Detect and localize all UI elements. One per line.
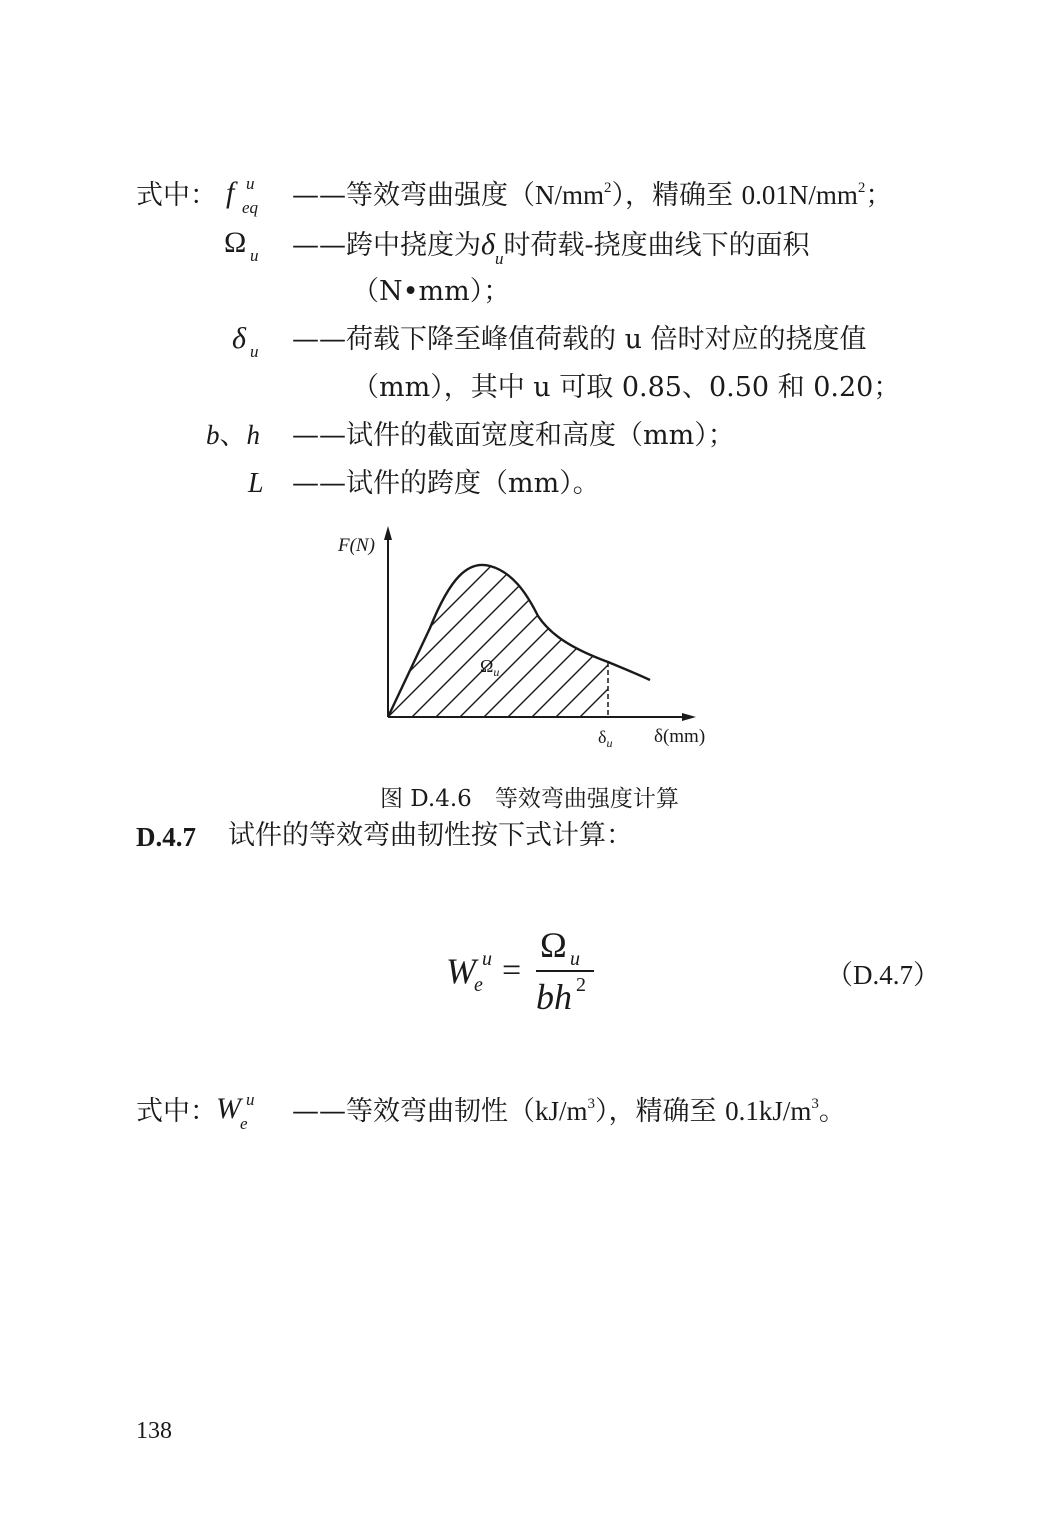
defs2-intro: 式中： (136, 1096, 217, 1127)
delta-u-tick-label: $\delta_u$ (598, 727, 613, 750)
symbol-f-eq-u: f u eq (226, 174, 259, 217)
eq-lhs-W: W (446, 951, 476, 991)
area-label: $\Omega_u$ (480, 656, 500, 679)
definition-delta: ——荷载下降至峰值荷载的 u 倍时对应的挠度值 (292, 324, 867, 355)
eq-numerator-sub: u (570, 948, 580, 970)
eq-equals: = (502, 952, 522, 989)
y-axis-arrow (384, 526, 392, 540)
symbol-L: L (248, 468, 264, 499)
x-axis-arrow (682, 713, 696, 721)
load-deflection-figure (320, 520, 740, 770)
definition-omega: ——跨中挠度为$\delta_u$时荷载-挠度曲线下的面积 (292, 228, 810, 268)
definition-L: ——试件的跨度（mm）。 (292, 468, 600, 499)
symbol-b-h: b、h (206, 420, 260, 451)
symbol-delta-u: δ u (232, 322, 259, 361)
y-axis-label: F(N) (338, 535, 375, 556)
eq-numerator-omega: Ω (540, 925, 567, 965)
eq-lhs-sup: u (482, 948, 492, 970)
eq-denominator-sup: 2 (576, 974, 586, 996)
definition-b-h: ——试件的截面宽度和高度（mm）； (292, 420, 735, 451)
eq-lhs-sub: e (474, 974, 483, 996)
x-axis-label: δ(mm) (654, 726, 706, 747)
symbol-omega-u: Ω u (224, 226, 259, 265)
figure-caption: 图 D.4.6 等效弯曲强度计算 (380, 786, 679, 812)
equation-tag: （D.4.7） (826, 960, 940, 990)
definition-omega-line2: （N•mm）； (352, 276, 511, 307)
definition-W: ——等效弯曲韧性$(kJ/m^3)$，精确至 $0.1kJ/m^3$。 (292, 1096, 846, 1127)
section-text: 试件的等效弯曲韧性按下式计算： (228, 820, 633, 851)
hatched-area (320, 557, 740, 717)
load-deflection-curve (388, 565, 650, 717)
load-deflection-diagram (320, 520, 740, 770)
definition-f-eq: ——等效弯曲强度$(N/mm^2)$，精确至 $0.01N/mm^2$； (292, 180, 893, 211)
page-number: 138 (136, 1418, 172, 1444)
section-number: D.4.7 (136, 822, 196, 852)
eq-fraction-bar (536, 970, 594, 972)
eq-denominator: bh (536, 977, 572, 1017)
equation-D-4-7 (440, 922, 610, 1022)
symbol-W-e-u: W u e (216, 1090, 255, 1133)
definition-delta-line2: （mm），其中 u 可取 0.85、0.50 和 0.20； (352, 372, 901, 403)
defs-intro: 式中： (136, 180, 217, 211)
